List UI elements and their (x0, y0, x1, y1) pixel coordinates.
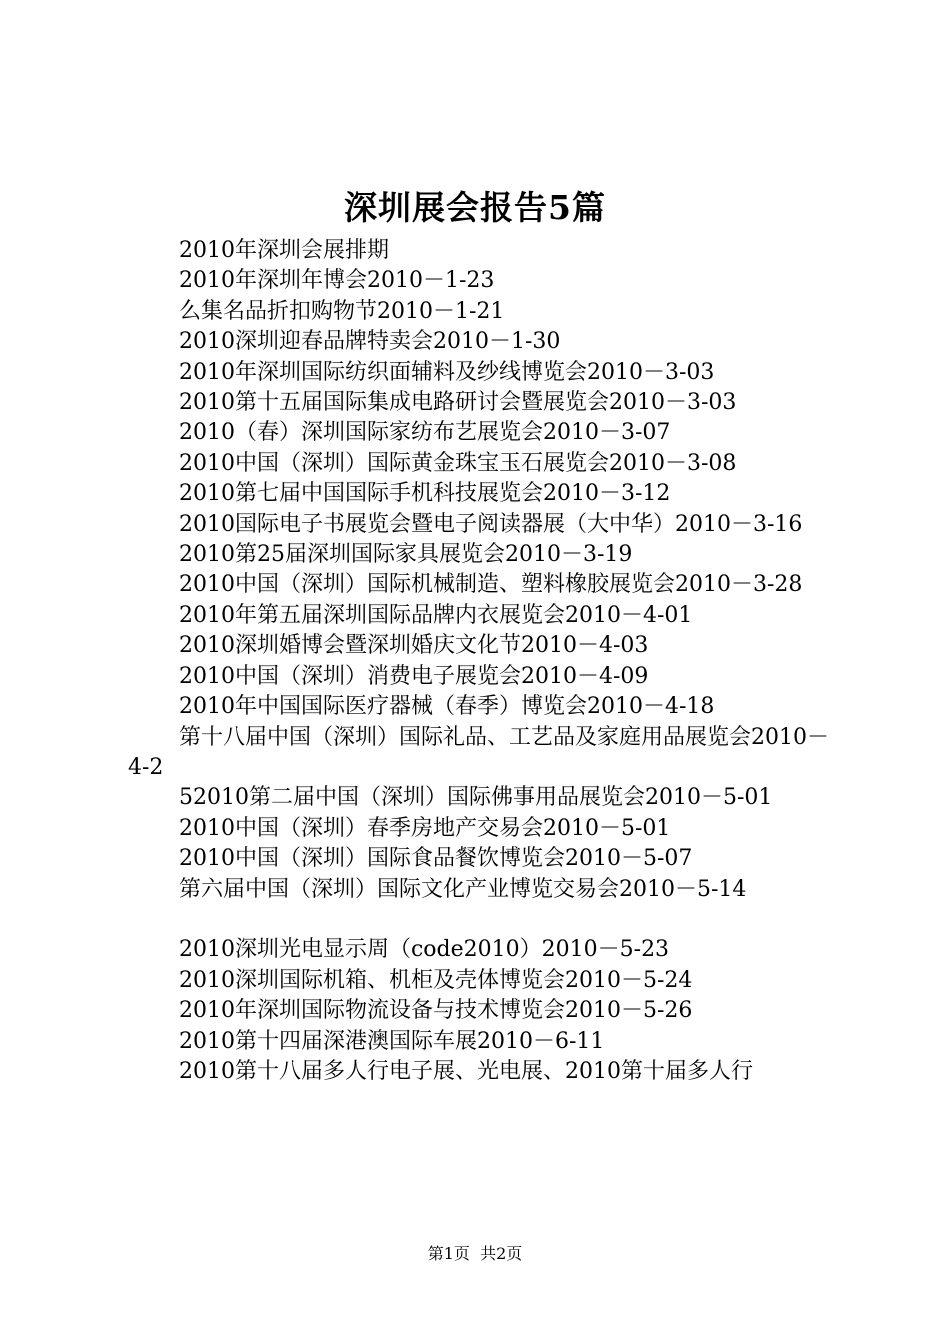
paragraph: 2010第七届中国国际手机科技展览会2010－3-12 (179, 481, 671, 507)
paragraph: 么集名品折扣购物节2010－1-21 (179, 298, 505, 324)
paragraph: 52010第二届中国（深圳）国际佛事用品展览会2010－5-01 (179, 785, 773, 811)
blank-paragraph (128, 905, 834, 935)
paragraph: 2010国际电子书展览会暨电子阅读器展（大中华）2010－3-16 (179, 511, 803, 537)
paragraph: 2010第十四届深港澳国际车展2010－6-11 (179, 1028, 605, 1054)
paragraph: 2010年第五届深圳国际品牌内衣展览会2010－4-01 (179, 602, 693, 628)
paragraph: 2010深圳国际机箱、机柜及壳体博览会2010－5-24 (179, 967, 693, 993)
paragraph: 2010年深圳会展排期 (179, 238, 389, 263)
document-title: 深圳展会报告5篇 (344, 188, 606, 227)
paragraph: 2010深圳迎春品牌特卖会2010－1-30 (179, 329, 561, 355)
paragraph: 2010第25届深圳国际家具展览会2010－3-19 (179, 542, 633, 568)
paragraph: 2010第十八届多人行电子展、光电展、2010第十届多人行 (179, 1058, 753, 1084)
paragraph: 2010中国（深圳）消费电子展览会2010－4-09 (179, 663, 649, 689)
paragraph: 2010年深圳国际纺织面辅料及纱线博览会2010－3-03 (179, 359, 715, 385)
paragraph: 2010年中国国际医疗器械（春季）博览会2010－4-18 (179, 694, 715, 720)
paragraph: 2010中国（深圳）国际食品餐饮博览会2010－5-07 (179, 846, 693, 872)
paragraph: 2010深圳婚博会暨深圳婚庆文化节2010－4-03 (179, 633, 649, 659)
paragraph: 2010深圳光电显示周（code2010）2010－5-23 (179, 937, 670, 963)
paragraph: 2010（春）深圳国际家纺布艺展览会2010－3-07 (179, 420, 671, 446)
page-number-footer: 第1页 共2页 (427, 1244, 523, 1263)
paragraph: 第六届中国（深圳）国际文化产业博览交易会2010－5-14 (179, 876, 747, 902)
paragraph: 2010第十五届国际集成电路研讨会暨展览会2010－3-03 (179, 390, 737, 416)
paragraph: 2010中国（深圳）春季房地产交易会2010－5-01 (179, 815, 671, 841)
paragraph: 2010年深圳国际物流设备与技术博览会2010－5-26 (179, 998, 693, 1024)
document-body (128, 236, 834, 1087)
paragraph: 2010中国（深圳）国际黄金珠宝玉石展览会2010－3-08 (179, 450, 737, 476)
paragraph: 第十八届中国（深圳）国际礼品、工艺品及家庭用品展览会2010－4-2 (128, 724, 829, 780)
paragraph: 2010中国（深圳）国际机械制造、塑料橡胶展览会2010－3-28 (179, 572, 803, 598)
paragraph: 2010年深圳年博会2010－1-23 (179, 268, 495, 294)
